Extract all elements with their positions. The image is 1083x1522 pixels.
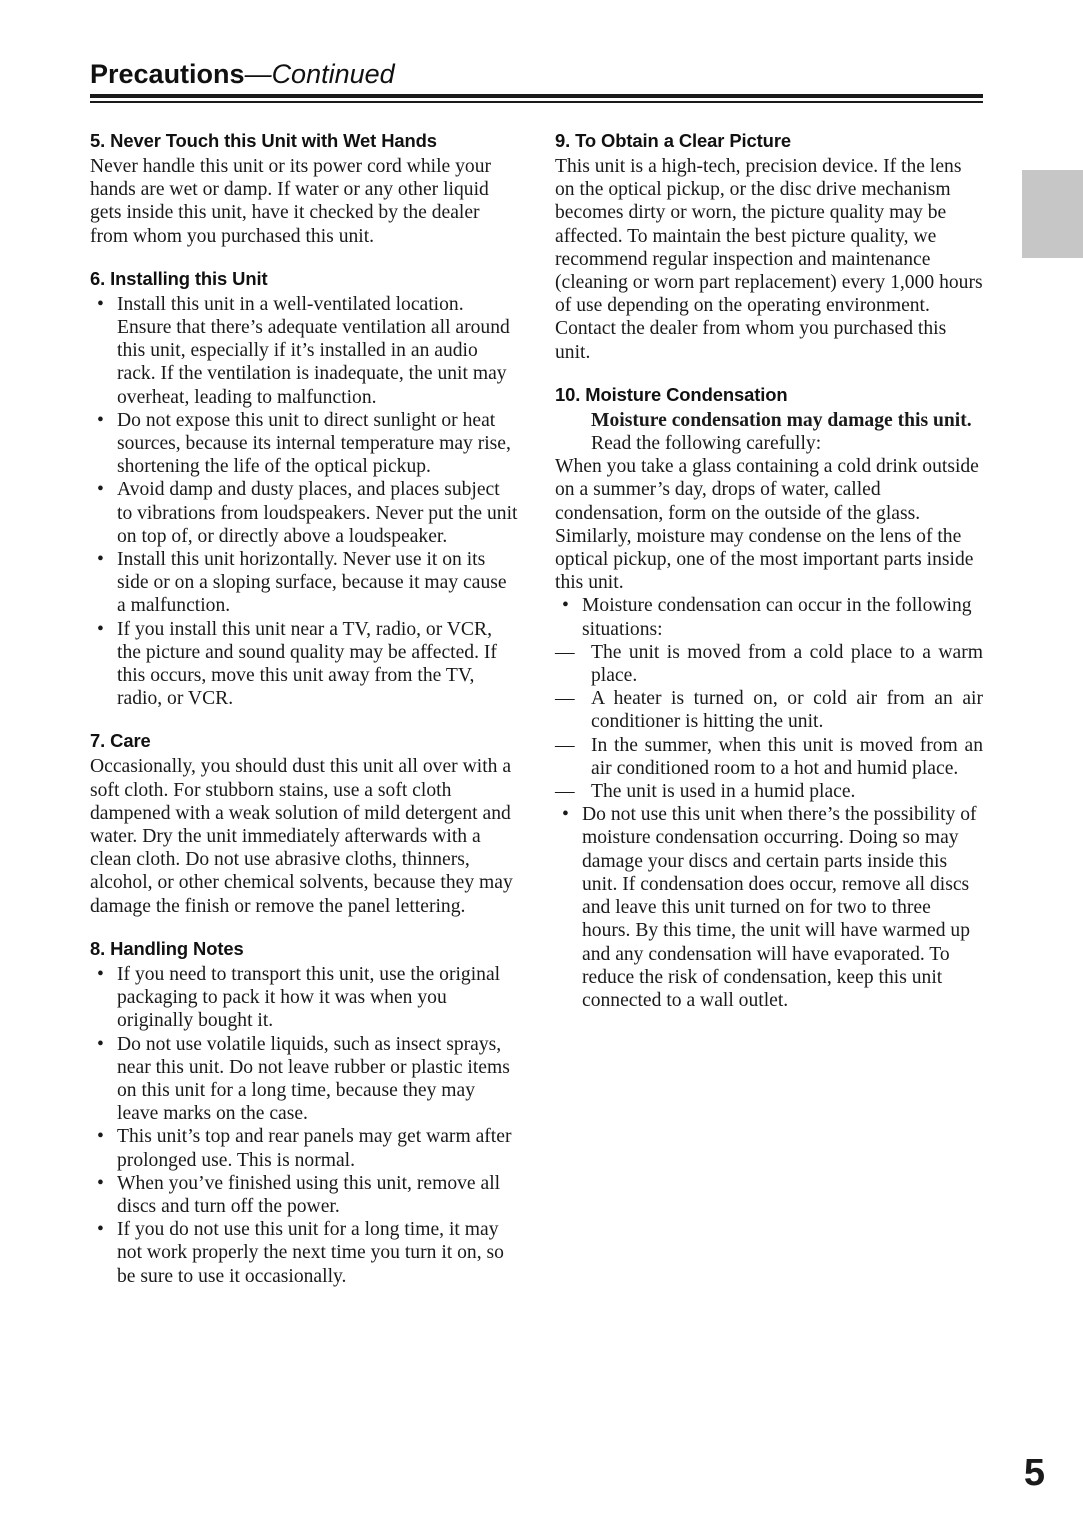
section-7-paragraph: Occasionally, you should dust this unit all over with a soft cloth. For stubborn stains, use a soft cloth dampened with a weak solution of mild detergent and water. Dry the unit immediately afterwards with a clean cloth. Do not use abrasive cloths, thinners, alcohol, or other chemical solvents, because they may damage the finish or remove the panel lettering. [90,756,513,917]
page-title-main: Precautions [90,59,245,89]
list-item: • Moisture condensation can occur in the following situations: [555,594,983,640]
list-item: • If you need to transport this unit, use the original packaging to pack it how it was when you originally bought it. [90,963,518,1033]
left-column [90,129,518,1288]
list-item: — In the summer, when this unit is moved from an air conditioned room to a hot and humid place. [555,734,983,780]
page-title [90,58,983,90]
body-columns [90,129,983,1288]
section-10-sub-bullet-list [555,641,983,803]
section-10-lead-block [555,409,983,455]
list-item: • Install this unit horizontally. Never use it on its side or on a sloping surface, because it may cause a malfunction. [90,548,518,618]
section-7 [90,729,518,917]
section-8-bullet-list [90,963,518,1288]
list-item: • Install this unit in a well-ventilated location. Ensure that there’s adequate ventilation all around this unit, especially if it’s installed in an audio rack. If the ventilation is inadequate, the unit may overheat, leading to malfunction. [90,293,518,409]
section-10-sub-lead: Read the following carefully: [591,433,822,455]
section-9-paragraph: This unit is a high-tech, precision device. If the lens on the optical pickup, or the disc drive mechanism becomes dirty or worn, the picture quality may be affected. To maintain the best picture quality, we recommend regular inspection and maintenance (cleaning or worn part replacement) every 1,000 hours of use depending on the operating environment. Contact the dealer from whom you purchased this unit. [555,156,983,363]
header-rule-thick [90,94,983,98]
section-6-bullet-list [90,293,518,711]
list-item: • Do not use volatile liquids, such as insect sprays, near this unit. Do not leave rubber or plastic items on this unit for a long time, because they may leave marks on the case. [90,1033,518,1126]
list-item: — The unit is moved from a cold place to a warm place. [555,641,983,687]
section-9-heading: 9. To Obtain a Clear Picture [555,130,791,151]
list-item: • Do not expose this unit to direct sunlight or heat sources, because its internal temperature may rise, shortening the life of the optical pickup. [90,409,518,479]
section-8 [90,937,518,1288]
list-item: • Avoid damp and dusty places, and places subject to vibrations from loudspeakers. Never put the unit on top of, or directly above a loudspeaker. [90,478,518,548]
page-title-continued: —Continued [244,59,395,89]
section-10-bullet-list-2 [555,803,983,1012]
list-item: • This unit’s top and rear panels may get warm after prolonged use. This is normal. [90,1125,518,1171]
section-10-bullet-list-1 [555,594,983,640]
section-5-heading: 5. Never Touch this Unit with Wet Hands [90,130,437,151]
section-6-heading: 6. Installing this Unit [90,267,268,289]
list-item: • When you’ve finished using this unit, remove all discs and turn off the power. [90,1172,518,1218]
header-rule-thin [90,101,983,103]
right-column [555,129,983,1288]
section-10 [555,383,983,1012]
section-10-paragraph: When you take a glass containing a cold drink outside on a summer’s day, drops of water, called condensation, form on the outside of the glass. Similarly, moisture may condense on the lens of the optical pickup, one of the most important parts inside this unit. [555,456,979,594]
section-9 [555,129,983,364]
list-item: • Do not use this unit when there’s the possibility of moisture condensation occurring. Doing so may damage your discs and certain parts inside this unit. If condensation does occur, remove all discs and leave this unit turned on for two to three hours. By this time, the unit will have warmed up and any condensation will have evaporated. To reduce the risk of condensation, keep this unit connected to a wall outlet. [555,803,983,1012]
section-10-bold-lead: Moisture condensation may damage this unit. [591,409,972,431]
list-item: — The unit is used in a humid place. [555,780,983,803]
page-header [90,58,983,103]
list-item: — A heater is turned on, or cold air from an air conditioner is hitting the unit. [555,687,983,733]
section-5 [90,129,518,248]
section-10-heading: 10. Moisture Condensation [555,383,788,405]
section-7-heading: 7. Care [90,730,151,752]
section-6 [90,267,518,711]
list-item: • If you install this unit near a TV, radio, or VCR, the picture and sound quality may be affected. If this occurs, move this unit away from the TV, radio, or VCR. [90,618,518,711]
list-item: • If you do not use this unit for a long time, it may not work properly the next time you turn it on, so be sure to use it occasionally. [90,1218,518,1288]
page-number: 5 [1023,1452,1045,1494]
thumb-tab-marker [1022,170,1083,258]
section-5-paragraph: Never handle this unit or its power cord while your hands are wet or damp. If water or any other liquid gets inside this unit, have it checked by the dealer from whom you purchased this unit. [90,156,492,247]
section-8-heading: 8. Handling Notes [90,937,244,959]
